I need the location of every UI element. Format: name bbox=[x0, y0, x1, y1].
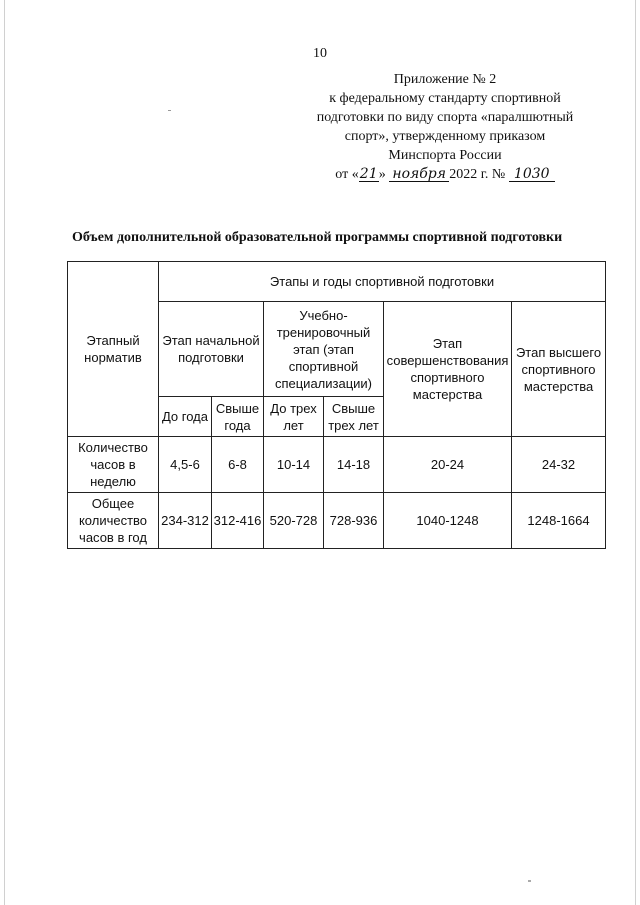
stage-header-training: Учебно-тренировочный этап (этап спортивной специализации) bbox=[264, 302, 384, 397]
appendix-line: к федеральному стандарту спортивной bbox=[329, 91, 561, 106]
date-month: ноября bbox=[389, 167, 449, 182]
table-cell: 4,5-6 bbox=[159, 437, 212, 493]
stage-header-improvement: Этап совершенствования спортивного мастерства bbox=[384, 302, 512, 437]
table-cell: 1040-1248 bbox=[384, 493, 512, 549]
norms-table bbox=[67, 261, 606, 549]
appendix-line: подготовки по виду спорта «паралшютный bbox=[316, 110, 574, 125]
date-day: 21 bbox=[359, 166, 378, 182]
appendix-line: Минспорта России bbox=[388, 148, 502, 163]
table-cell: 20-24 bbox=[384, 437, 512, 493]
appendix-block bbox=[290, 70, 600, 184]
stage-header-initial: Этап начальной подготовки bbox=[159, 302, 264, 397]
appendix-line: спорт», утвержденному приказом bbox=[344, 129, 546, 144]
subheader-over-three-years: Свыше трех лет bbox=[324, 397, 384, 437]
subheader-up-to-three-years: До трех лет bbox=[264, 397, 324, 437]
table-header-row bbox=[68, 262, 606, 302]
appendix-date-line bbox=[290, 165, 600, 184]
stages-group-header: Этапы и годы спортивной подготовки bbox=[159, 262, 606, 302]
row-label: Общее количество часов в год bbox=[68, 493, 159, 549]
table-cell: 1248-1664 bbox=[512, 493, 606, 549]
page-number: 10 bbox=[313, 46, 327, 61]
table-cell: 10-14 bbox=[264, 437, 324, 493]
table-row bbox=[68, 493, 606, 549]
subheader-up-to-year: До года bbox=[159, 397, 212, 437]
table-cell: 6-8 bbox=[212, 437, 264, 493]
subheader-over-year: Свыше года bbox=[212, 397, 264, 437]
stage-header-highest: Этап высшего спортивного мастерства bbox=[512, 302, 606, 437]
document-title: Объем дополнительной образовательной программы спортивной подготовки bbox=[72, 230, 563, 245]
table-row bbox=[68, 437, 606, 493]
stage-norm-header: Этапный норматив bbox=[68, 262, 159, 437]
date-year: 2022 г. № bbox=[449, 167, 506, 182]
row-label: Количество часов в неделю bbox=[68, 437, 159, 493]
scan-speck bbox=[168, 110, 171, 111]
table-cell: 24-32 bbox=[512, 437, 606, 493]
table-cell: 728-936 bbox=[324, 493, 384, 549]
date-mid: » bbox=[378, 167, 386, 182]
order-number: 1030 bbox=[509, 167, 555, 182]
table-cell: 234-312 bbox=[159, 493, 212, 549]
table-cell: 14-18 bbox=[324, 437, 384, 493]
table-cell: 312-416 bbox=[212, 493, 264, 549]
date-prefix: от « bbox=[335, 167, 359, 182]
scan-speck bbox=[528, 880, 531, 882]
table-cell: 520-728 bbox=[264, 493, 324, 549]
appendix-line: Приложение № 2 bbox=[393, 72, 497, 87]
